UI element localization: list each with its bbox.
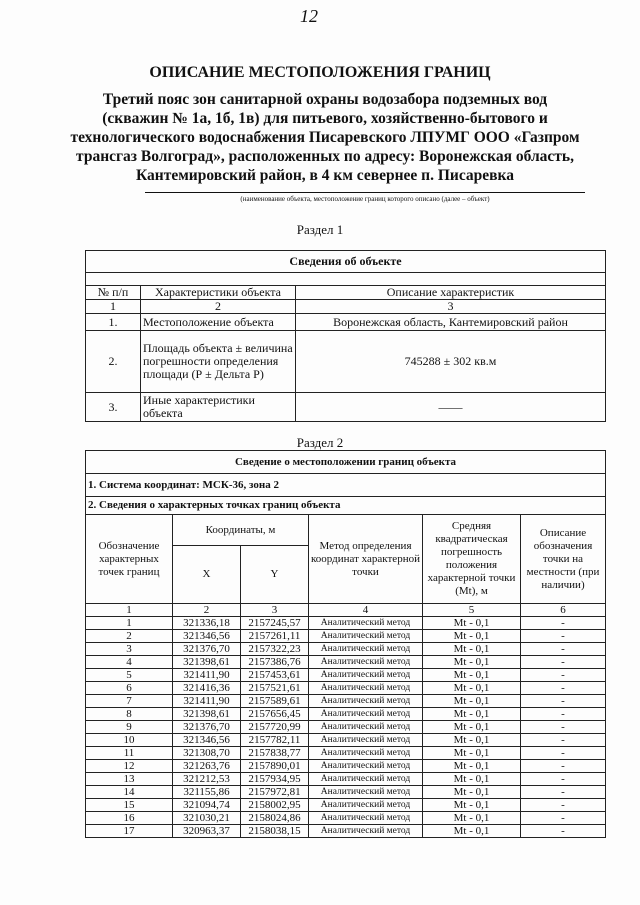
description: - (521, 695, 606, 708)
error: Mt - 0,1 (423, 747, 521, 760)
error: Mt - 0,1 (423, 708, 521, 721)
col-number: 1 (86, 300, 141, 314)
points-title: 2. Сведения о характерных точках границ объекта (86, 497, 606, 515)
error: Mt - 0,1 (423, 617, 521, 630)
document-title: ОПИСАНИЕ МЕСТОПОЛОЖЕНИЯ ГРАНИЦ (149, 64, 491, 81)
coord-y: 2158024,86 (241, 812, 309, 825)
method: Аналитический метод (309, 617, 423, 630)
table-row (86, 656, 606, 669)
description: - (521, 747, 606, 760)
table-row (86, 695, 606, 708)
method: Аналитический метод (309, 656, 423, 669)
error: Mt - 0,1 (423, 656, 521, 669)
error: Mt - 0,1 (423, 682, 521, 695)
method: Аналитический метод (309, 721, 423, 734)
point-id: 17 (86, 825, 173, 838)
header-coords: Координаты, м (173, 515, 309, 546)
coord-y: 2157934,95 (241, 773, 309, 786)
point-id: 11 (86, 747, 173, 760)
table-row (86, 630, 606, 643)
error: Mt - 0,1 (423, 760, 521, 773)
row-name: Иные характеристики объекта (141, 393, 296, 422)
point-id: 16 (86, 812, 173, 825)
point-id: 12 (86, 760, 173, 773)
method: Аналитический метод (309, 773, 423, 786)
point-id: 8 (86, 708, 173, 721)
header-x: X (173, 546, 241, 604)
error: Mt - 0,1 (423, 695, 521, 708)
method: Аналитический метод (309, 630, 423, 643)
header-point: Обозначение характерных точек границ (86, 515, 173, 604)
coord-x: 321094,74 (173, 799, 241, 812)
coord-x: 321030,21 (173, 812, 241, 825)
point-id: 15 (86, 799, 173, 812)
coord-y: 2157589,61 (241, 695, 309, 708)
table-row (86, 812, 606, 825)
header-description: Описание характеристик (296, 286, 606, 300)
table-row (86, 643, 606, 656)
method: Аналитический метод (309, 734, 423, 747)
description: - (521, 760, 606, 773)
coord-x: 321308,70 (173, 747, 241, 760)
table-row (86, 708, 606, 721)
table-row (86, 786, 606, 799)
coord-y: 2158038,15 (241, 825, 309, 838)
coordinate-system: 1. Система координат: МСК-36, зона 2 (86, 474, 606, 497)
section-1-label: Раздел 1 (296, 222, 344, 237)
table-row (86, 825, 606, 838)
method: Аналитический метод (309, 708, 423, 721)
point-id: 3 (86, 643, 173, 656)
row-number: 3. (86, 393, 141, 422)
col-number: 2 (141, 300, 296, 314)
method: Аналитический метод (309, 695, 423, 708)
col-number: 5 (423, 604, 521, 617)
description: - (521, 734, 606, 747)
error: Mt - 0,1 (423, 825, 521, 838)
description: - (521, 669, 606, 682)
point-id: 5 (86, 669, 173, 682)
description: - (521, 721, 606, 734)
method: Аналитический метод (309, 760, 423, 773)
coord-y: 2157386,76 (241, 656, 309, 669)
coord-y: 2157972,81 (241, 786, 309, 799)
underline-divider (145, 192, 585, 193)
col-number: 1 (86, 604, 173, 617)
header-y: Y (241, 546, 309, 604)
point-id: 14 (86, 786, 173, 799)
description: - (521, 825, 606, 838)
coord-y: 2157782,11 (241, 734, 309, 747)
description: - (521, 786, 606, 799)
coord-x: 321336,18 (173, 617, 241, 630)
error: Mt - 0,1 (423, 786, 521, 799)
coord-x: 321376,70 (173, 721, 241, 734)
page-number: 12 (300, 6, 318, 26)
coord-x: 321212,53 (173, 773, 241, 786)
col-number: 2 (173, 604, 241, 617)
row-value: 745288 ± 302 кв.м (296, 331, 606, 393)
coord-x: 321416,36 (173, 682, 241, 695)
coord-y: 2157322,23 (241, 643, 309, 656)
coord-y: 2157245,57 (241, 617, 309, 630)
point-id: 10 (86, 734, 173, 747)
method: Аналитический метод (309, 825, 423, 838)
table-row (86, 721, 606, 734)
table-row (86, 799, 606, 812)
coord-x: 321346,56 (173, 630, 241, 643)
header-error: Средняя квадратическая погрешность положения характерной точки (Mt), м (423, 515, 521, 604)
error: Mt - 0,1 (423, 773, 521, 786)
row-value: Воронежская область, Кантемировский район (296, 314, 606, 331)
col-number: 6 (521, 604, 606, 617)
error: Mt - 0,1 (423, 721, 521, 734)
coord-x: 320963,37 (173, 825, 241, 838)
error: Mt - 0,1 (423, 812, 521, 825)
table-row (86, 773, 606, 786)
coord-x: 321263,76 (173, 760, 241, 773)
col-number: 4 (309, 604, 423, 617)
table-row (86, 747, 606, 760)
coord-y: 2157838,77 (241, 747, 309, 760)
error: Mt - 0,1 (423, 630, 521, 643)
blank-row (86, 273, 606, 286)
description: - (521, 643, 606, 656)
coord-y: 2157453,61 (241, 669, 309, 682)
section-2-label: Раздел 2 (296, 435, 344, 450)
method: Аналитический метод (309, 643, 423, 656)
coord-x: 321411,90 (173, 669, 241, 682)
coord-x: 321398,61 (173, 708, 241, 721)
coord-y: 2157720,99 (241, 721, 309, 734)
error: Mt - 0,1 (423, 799, 521, 812)
point-id: 1 (86, 617, 173, 630)
method: Аналитический метод (309, 786, 423, 799)
method: Аналитический метод (309, 812, 423, 825)
description: - (521, 630, 606, 643)
header-characteristic: Характеристики объекта (141, 286, 296, 300)
coord-y: 2157521,61 (241, 682, 309, 695)
col-number: 3 (296, 300, 606, 314)
coord-y: 2157656,45 (241, 708, 309, 721)
point-id: 4 (86, 656, 173, 669)
coord-x: 321155,86 (173, 786, 241, 799)
description: - (521, 799, 606, 812)
col-number: 3 (241, 604, 309, 617)
table-row (86, 682, 606, 695)
row-value: —— (296, 393, 606, 422)
table-row (86, 760, 606, 773)
method: Аналитический метод (309, 747, 423, 760)
point-id: 2 (86, 630, 173, 643)
header-method: Метод определения координат характерной точки (309, 515, 423, 604)
method: Аналитический метод (309, 682, 423, 695)
table-row (86, 734, 606, 747)
row-name: Площадь объекта ± величина погрешности определения площади (Р ± Дельта Р) (141, 331, 296, 393)
coord-y: 2158002,95 (241, 799, 309, 812)
coord-x: 321346,56 (173, 734, 241, 747)
coord-y: 2157890,01 (241, 760, 309, 773)
description: - (521, 812, 606, 825)
coord-x: 321411,90 (173, 695, 241, 708)
method: Аналитический метод (309, 799, 423, 812)
method: Аналитический метод (309, 669, 423, 682)
point-id: 6 (86, 682, 173, 695)
description: - (521, 682, 606, 695)
coord-x: 321398,61 (173, 656, 241, 669)
object-name: Третий пояс зон санитарной охраны водозабора подземных вод (скважин № 1а, 1б, 1в) для питьевого, хозяйственно-бытового и технологического водоснабжения Писаревского ЛПУМГ ООО «Газпром трансгаз Волгоград», расположенных по адресу: Воронежская область, Кантемировский район, в 4 км севернее п. Писаревка (70, 91, 580, 184)
description: - (521, 656, 606, 669)
header-description: Описание обозначения точки на местности (при наличии) (521, 515, 606, 604)
object-info-table (85, 250, 606, 422)
coord-y: 2157261,11 (241, 630, 309, 643)
description: - (521, 617, 606, 630)
table-title: Сведения об объекте (86, 251, 606, 273)
row-number: 2. (86, 331, 141, 393)
description: - (521, 773, 606, 786)
row-number: 1. (86, 314, 141, 331)
point-id: 13 (86, 773, 173, 786)
error: Mt - 0,1 (423, 643, 521, 656)
row-name: Местоположение объекта (141, 314, 296, 331)
table-title: Сведение о местоположении границ объекта (86, 451, 606, 474)
table-row (86, 669, 606, 682)
table-row (86, 617, 606, 630)
header-number: № п/п (86, 286, 141, 300)
description: - (521, 708, 606, 721)
point-id: 7 (86, 695, 173, 708)
coord-x: 321376,70 (173, 643, 241, 656)
boundary-points-table (85, 450, 606, 838)
point-id: 9 (86, 721, 173, 734)
error: Mt - 0,1 (423, 669, 521, 682)
error: Mt - 0,1 (423, 734, 521, 747)
object-name-caption: (наименование объекта, местоположение границ которого описано (далее – объект) (240, 195, 490, 203)
